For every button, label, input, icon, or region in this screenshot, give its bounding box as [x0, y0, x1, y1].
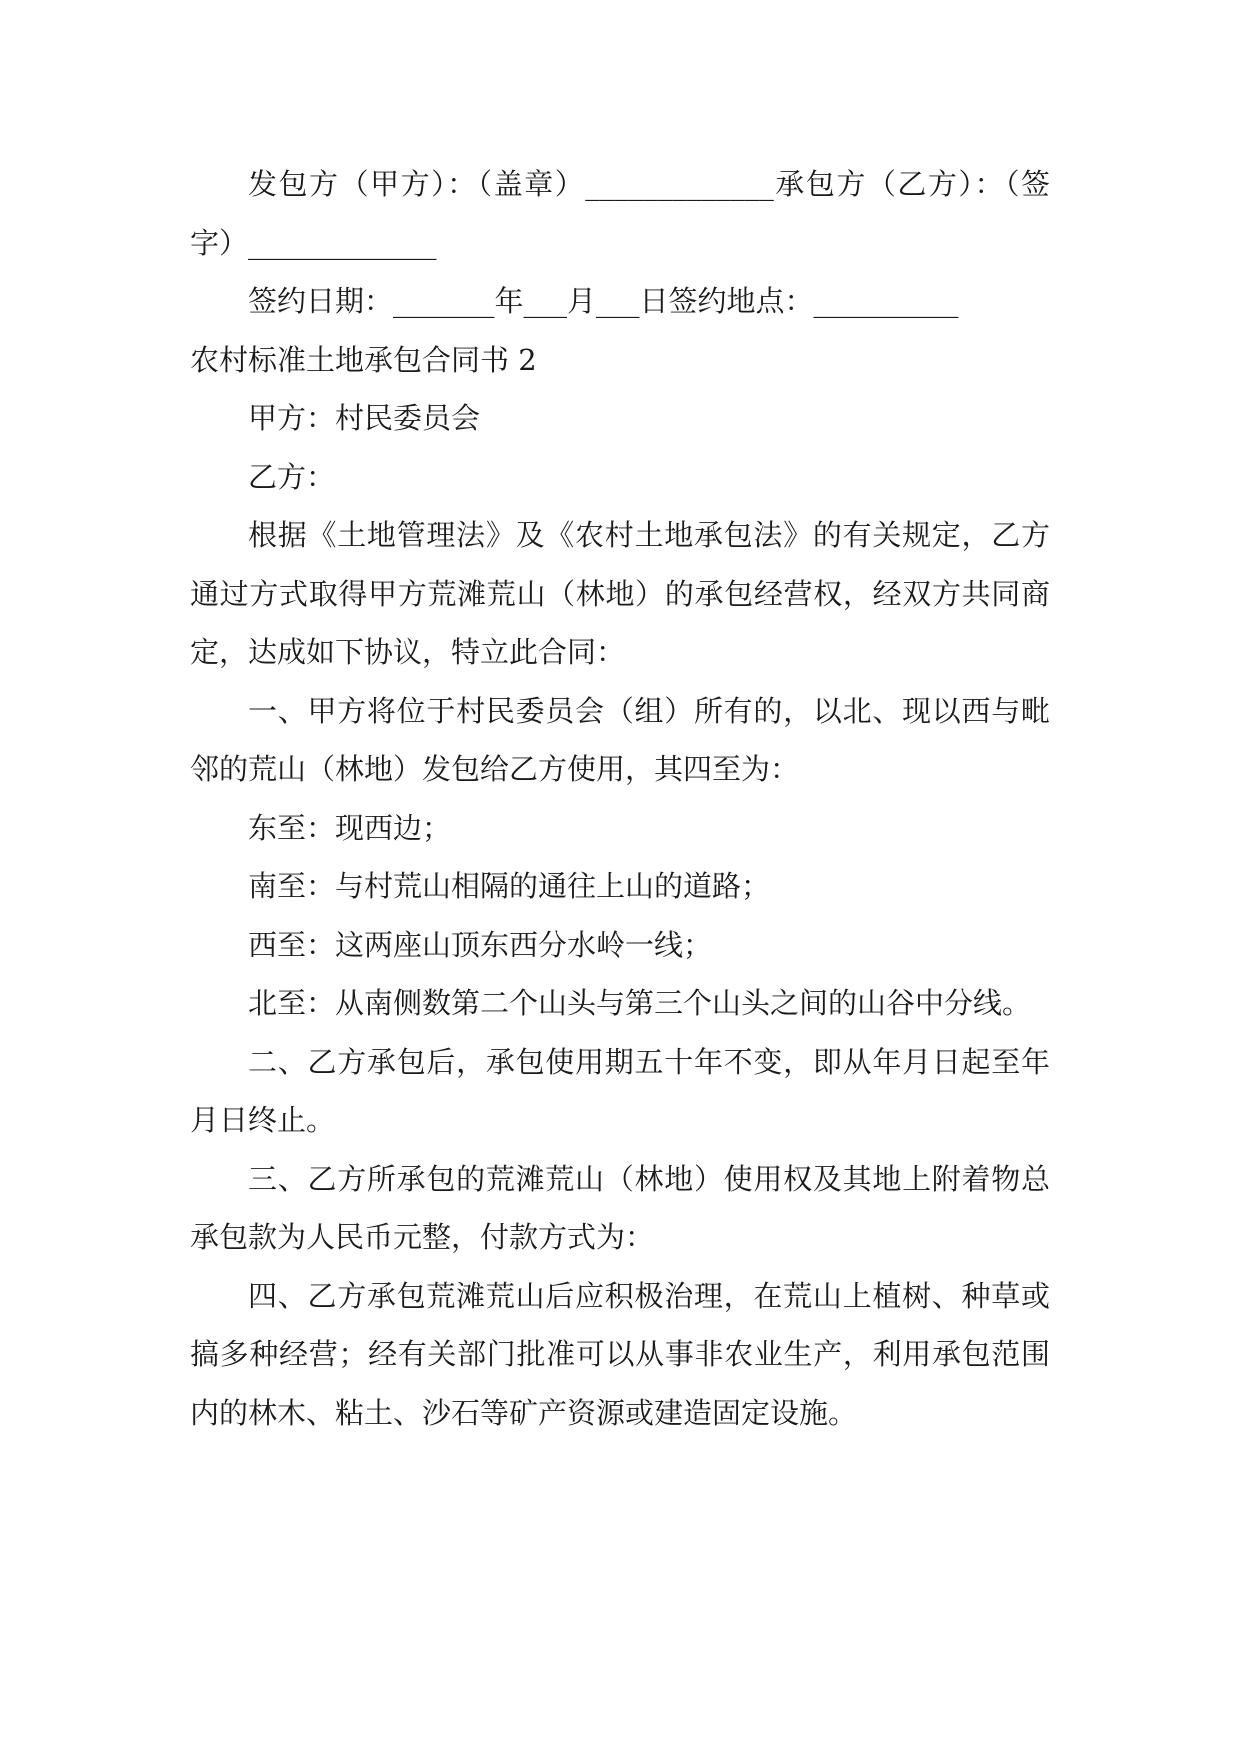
party-b-line: 乙方： — [248, 459, 336, 494]
boundary-east: 东至：现西边； — [248, 810, 452, 845]
document-body — [190, 155, 1050, 1442]
boundary-west: 西至：这两座山顶东西分水岭一线； — [248, 927, 713, 962]
clause-1-paragraph: 一、甲方将位于村民委员会（组）所有的，以北、现以西与毗邻的荒山（林地）发包给乙方使用，其四至为： — [190, 693, 1050, 786]
clause-2-paragraph: 二、乙方承包后，承包使用期五十年不变，即从年月日起至年月日终止。 — [190, 1044, 1050, 1137]
clause-3-paragraph: 三、乙方所承包的荒滩荒山（林地）使用权及其地上附着物总承包款为人民币元整，付款方式为： — [190, 1161, 1050, 1254]
preamble-paragraph: 根据《土地管理法》及《农村土地承包法》的有关规定，乙方通过方式取得甲方荒滩荒山（林地）的承包经营权，经双方共同商定，达成如下协议，特立此合同： — [190, 518, 1050, 669]
boundary-north: 北至：从南侧数第二个山头与第三个山头之间的山谷中分线。 — [248, 986, 1032, 1020]
contract-title: 农村标准土地承包合同书 2 — [190, 342, 537, 377]
boundary-south: 南至：与村荒山相隔的通往上山的道路； — [248, 869, 771, 903]
party-a-line: 甲方：村民委员会 — [248, 401, 481, 435]
signature-parties-line: 发包方（甲方）：（盖章）_____________承包方（乙方）：（签字）_____________ — [190, 167, 1050, 260]
signature-date-place-line: 签约日期：_______年___月___日签约地点：__________ — [248, 284, 959, 318]
clause-4-paragraph: 四、乙方承包荒滩荒山后应积极治理，在荒山上植树、种草或搞多种经营；经有关部门批准可以从事非农业生产，利用承包范围内的林木、粘土、沙石等矿产资源或建造固定设施。 — [190, 1278, 1050, 1430]
